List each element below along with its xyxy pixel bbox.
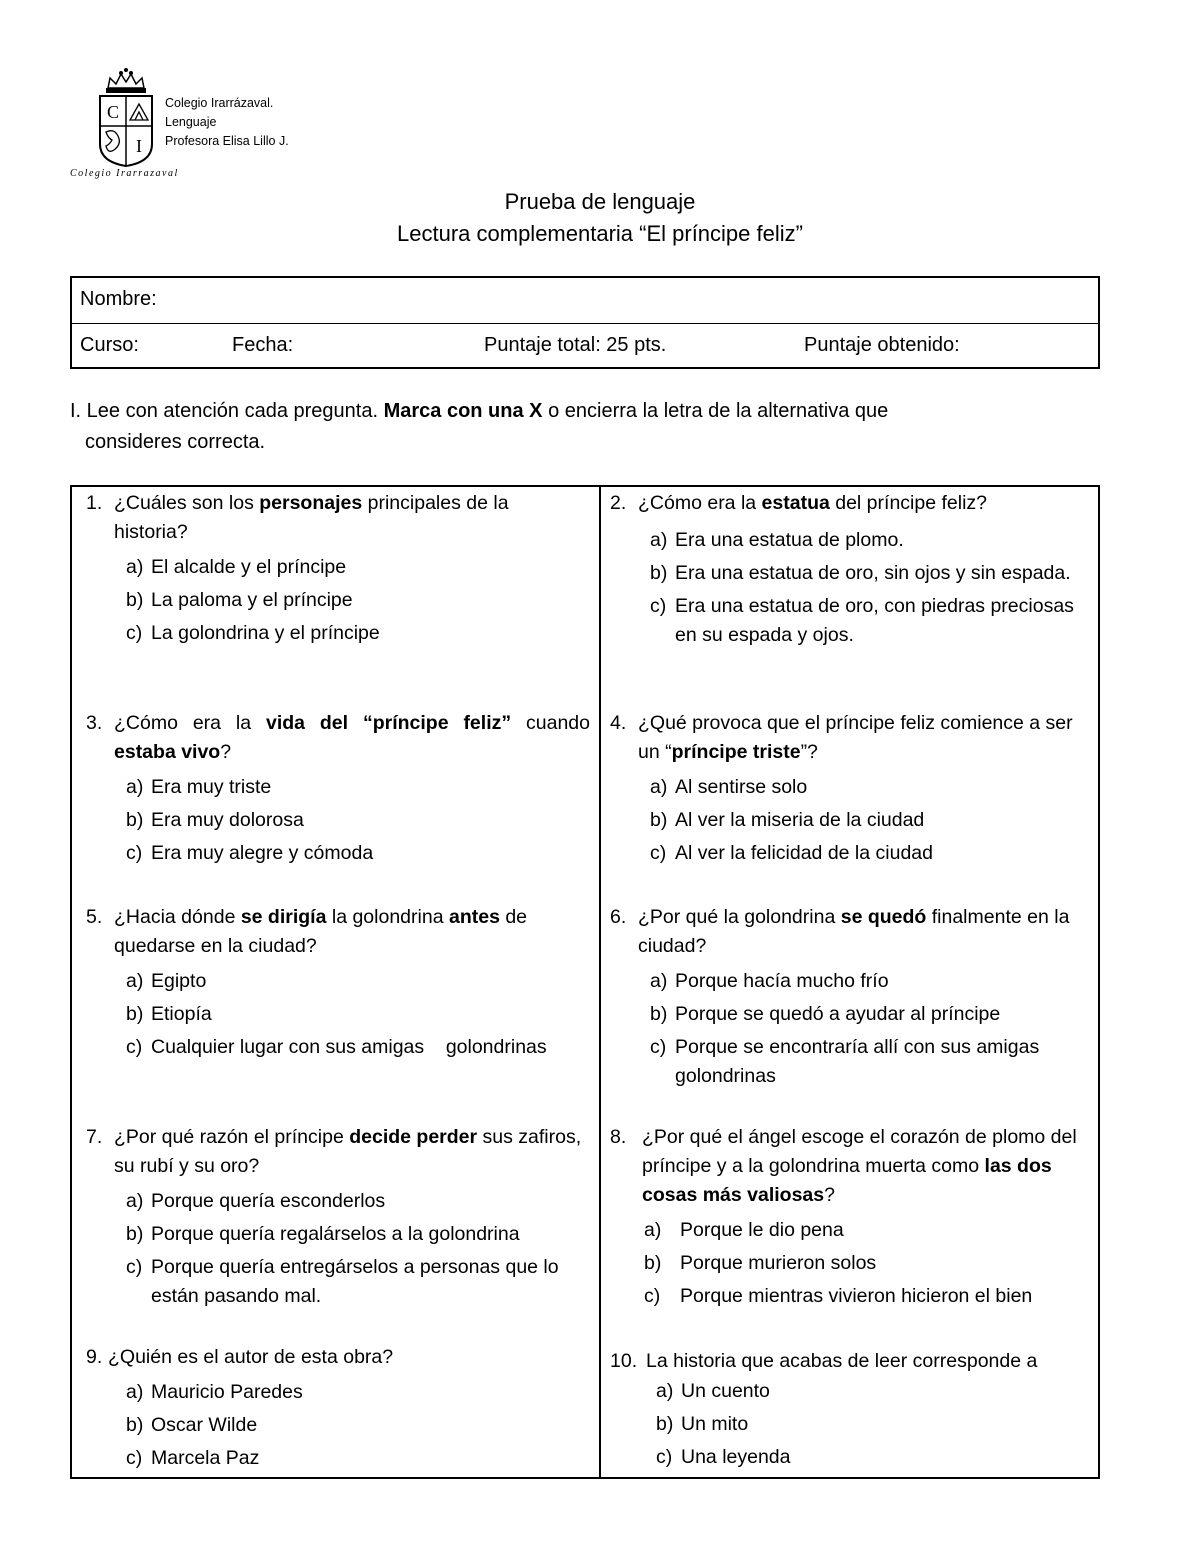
option[interactable]: b) Era una estatua de oro, sin ojos y sin espada. (650, 562, 1071, 584)
option[interactable]: a) Porque quería esconderlos (126, 1190, 386, 1212)
column-divider (599, 487, 601, 1477)
school-info (165, 94, 289, 151)
option[interactable]: a) Un cuento (656, 1380, 770, 1402)
course-label: Curso: (80, 334, 139, 356)
option[interactable]: a) Al sentirse solo (650, 776, 808, 798)
subject-name: Lenguaje (165, 115, 217, 129)
total-score-label: Puntaje total: 25 pts. (484, 334, 667, 356)
title-line-1: Prueba de lenguaje (504, 189, 696, 214)
question-2: 2. ¿Cómo era la estatua del príncipe feliz? a) Era una estatua de plomo. b) Era una estatua de oro, sin ojos y sin espada. c) Era una estatua de oro, con piedras preciosas en su espada y ojos. (610, 489, 1090, 654)
option[interactable]: b) Al ver la miseria de la ciudad (650, 809, 925, 831)
questions-grid (70, 485, 1100, 1479)
option[interactable]: a) El alcalde y el príncipe (126, 556, 347, 578)
option[interactable]: c) Porque se encontraría allí con sus amigas golondrinas (650, 1036, 1040, 1087)
option[interactable]: c) Porque mientras vivieron hicieron el bien (644, 1285, 1033, 1307)
instruction-text: I. Lee con atención cada pregunta. Marca con una X o encierra la letra de la alternativa que consideres correcta. (70, 400, 889, 453)
question-4: 4. ¿Qué provoca que el príncipe feliz comience a ser un “príncipe triste”? a) Al sentirse solo b) Al ver la miseria de la ciudad c) Al ver la felicidad de la ciudad (610, 709, 1090, 872)
option[interactable]: a) Porque hacía mucho frío (650, 970, 889, 992)
course-row (72, 324, 1098, 369)
logo-letter-i: I (136, 136, 142, 156)
exam-title (0, 186, 1200, 250)
option[interactable]: a) Mauricio Paredes (126, 1381, 303, 1403)
name-label: Nombre: (80, 288, 157, 310)
option[interactable]: a) Era muy triste (126, 776, 272, 798)
date-label: Fecha: (232, 334, 294, 356)
logo-letter-c: C (106, 102, 120, 122)
question-5: 5. ¿Hacia dónde se dirigía la golondrina antes de quedarse en la ciudad? a) Egipto b) Etiopía c) Cualquier lugar con sus amigas golondrinas (86, 903, 586, 1066)
question-10: 10. La historia que acabas de leer corresponde a a) Un cuento b) Un mito c) Una leyenda (610, 1347, 1090, 1476)
question-3: 3. ¿Cómo era la vida del “príncipe feliz” cuando estaba vivo? a) Era muy triste b) Era muy dolorosa c) Era muy alegre y cómoda (86, 709, 590, 872)
option[interactable]: b) Porque murieron solos (644, 1252, 877, 1274)
option[interactable]: c) Porque quería entregárselos a personas que lo están pasando mal. (126, 1256, 559, 1307)
school-name: Colegio Irarrázaval. (165, 96, 274, 110)
question-9: 9. ¿Quién es el autor de esta obra? a) Mauricio Paredes b) Oscar Wilde c) Marcela Paz (86, 1343, 586, 1477)
option[interactable]: b) Era muy dolorosa (126, 809, 304, 831)
option[interactable]: a) Era una estatua de plomo. (650, 529, 904, 551)
option[interactable]: b) Etiopía (126, 1003, 212, 1025)
option[interactable]: c) La golondrina y el príncipe (126, 622, 380, 644)
option[interactable]: c) Marcela Paz (126, 1447, 260, 1469)
option[interactable]: c) Era muy alegre y cómoda (126, 842, 374, 864)
question-1: 1. ¿Cuáles son los personajes principales de la historia? a) El alcalde y el príncipe b) La paloma y el príncipe c) La golondrina y el príncipe (86, 489, 586, 652)
teacher-name: Profesora Elisa Lillo J. (165, 134, 289, 148)
option[interactable]: c) Cualquier lugar con sus amigas golondrinas (126, 1036, 547, 1058)
student-info-table (70, 276, 1100, 369)
obtained-score-label: Puntaje obtenido: (804, 334, 960, 356)
option[interactable]: b) Porque se quedó a ayudar al príncipe (650, 1003, 1001, 1025)
option[interactable]: c) Al ver la felicidad de la ciudad (650, 842, 933, 864)
option[interactable]: b) Porque quería regalárselos a la golondrina (126, 1223, 520, 1245)
option[interactable]: a) Porque le dio pena (644, 1219, 844, 1241)
option[interactable]: c) Una leyenda (656, 1446, 791, 1468)
question-8: 8. ¿Por qué el ángel escoge el corazón de plomo del príncipe y a la golondrina muerta como las dos cosas más valiosas? a) Porque le dio pena b) Porque murieron solos c) Porque mientras vivieron hicieron el bien (610, 1123, 1088, 1315)
instruction-bold: Marca con una X (383, 400, 543, 422)
option[interactable]: c) Era una estatua de oro, con piedras preciosas en su espada y ojos. (650, 595, 1074, 646)
title-line-2: Lectura complementaria “El príncipe feliz” (397, 221, 803, 246)
name-row (72, 278, 1098, 324)
option[interactable]: b) Oscar Wilde (126, 1414, 258, 1436)
option[interactable]: b) Un mito (656, 1413, 749, 1435)
school-crest-logo (96, 66, 156, 170)
question-7: 7. ¿Por qué razón el príncipe decide perder sus zafiros, su rubí y su oro? a) Porque quería esconderlos b) Porque quería regalárselos a la golondrina c) Porque quería entregárselos a personas que lo están pasando mal. (86, 1123, 590, 1315)
option[interactable]: b) La paloma y el príncipe (126, 589, 353, 611)
logo-caption: Colegio Irarrazaval (70, 168, 179, 179)
option[interactable]: a) Egipto (126, 970, 207, 992)
question-6: 6. ¿Por qué la golondrina se quedó finalmente en la ciudad? a) Porque hacía mucho frío b) Porque se quedó a ayudar al príncipe c) Porque se encontraría allí con sus amigas golondrinas (610, 903, 1096, 1095)
